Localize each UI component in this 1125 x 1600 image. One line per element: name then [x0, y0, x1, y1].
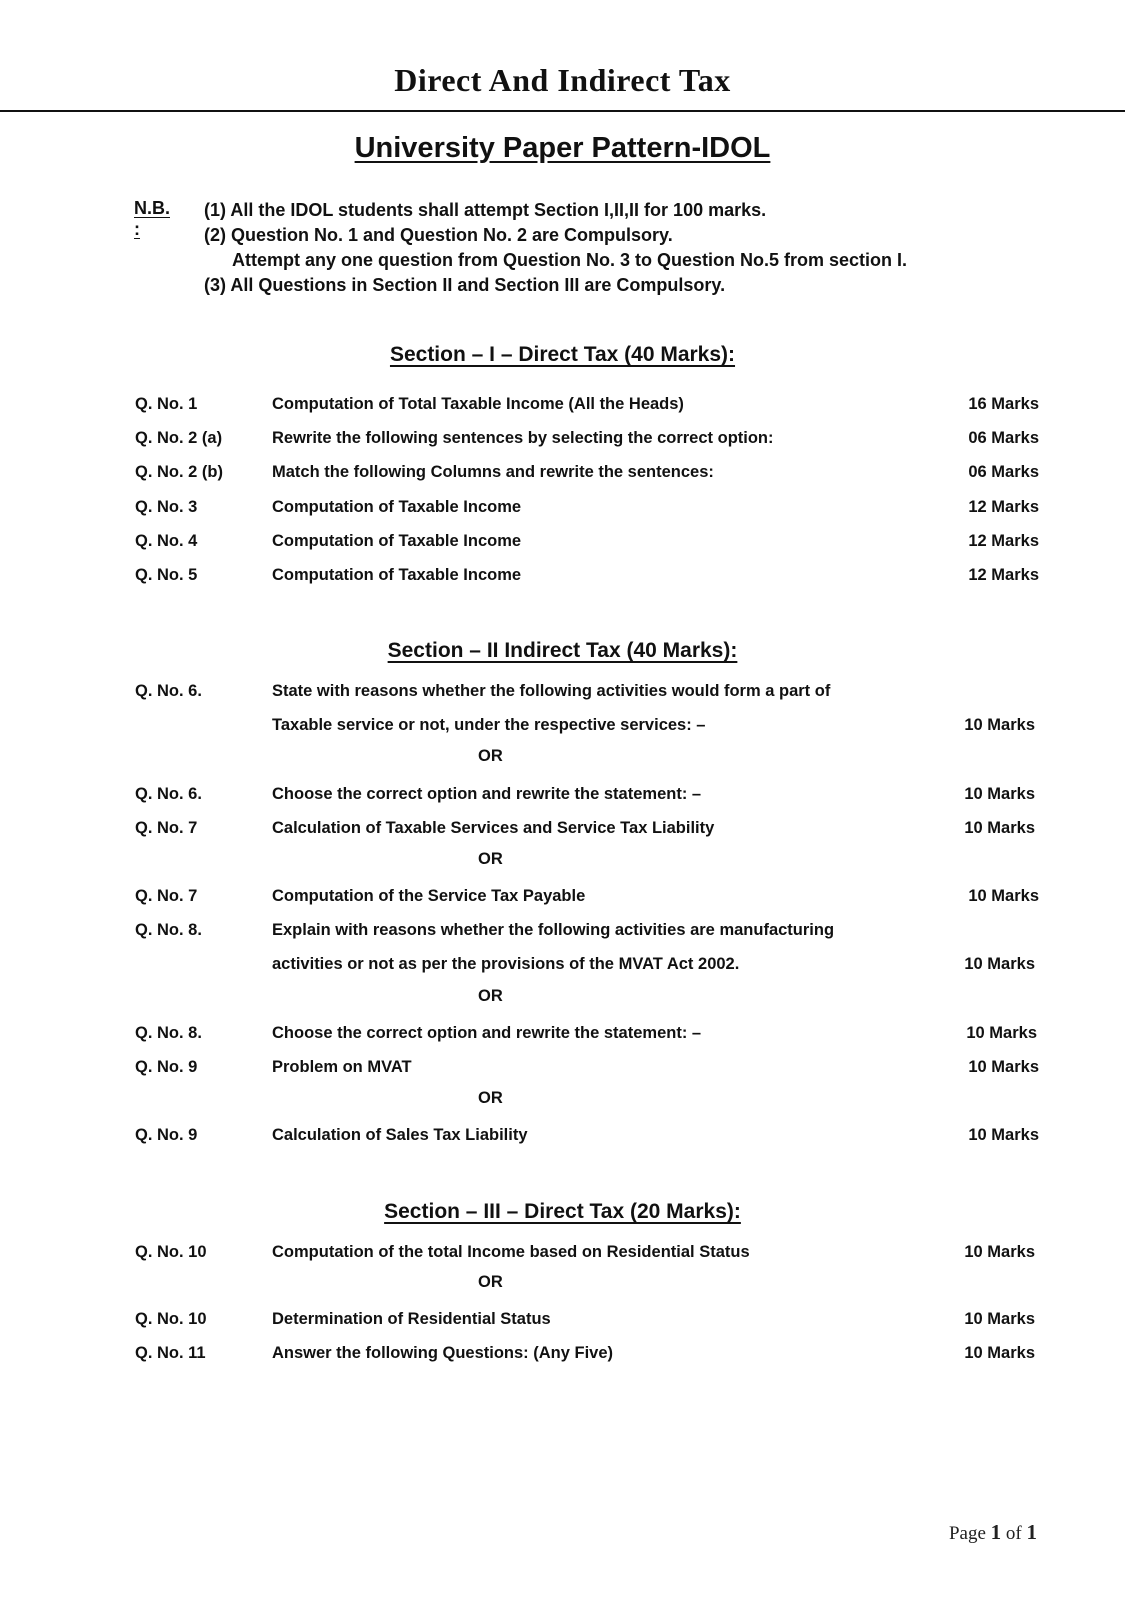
question-description: Answer the following Questions: (Any Five): [272, 1344, 614, 1362]
question-description: Computation of the total Income based on Residential Status: [272, 1243, 750, 1261]
section-heading-3: [0, 1200, 1125, 1224]
question-description: Computation of Taxable Income: [272, 532, 522, 550]
or-separator: OR: [478, 987, 503, 1005]
or-separator: OR: [478, 1273, 503, 1291]
section-heading-1: [0, 343, 1125, 367]
question-description: Computation of the Service Tax Payable: [272, 887, 586, 905]
question-marks: 10 Marks: [968, 1058, 1039, 1076]
or-separator: OR: [478, 747, 503, 765]
question-marks: 10 Marks: [964, 716, 1035, 734]
question-row: [0, 1341, 1125, 1365]
question-marks: 10 Marks: [968, 1126, 1039, 1144]
question-number: Q. No. 2 (b): [135, 463, 223, 481]
question-description: Computation of Total Taxable Income (All the Heads): [272, 395, 684, 413]
question-row: [0, 1021, 1125, 1045]
question-description: State with reasons whether the following activities would form a part of: [272, 682, 831, 700]
question-row: [0, 426, 1125, 450]
question-description: Computation of Taxable Income: [272, 566, 522, 584]
question-description: Calculation of Taxable Services and Service Tax Liability: [272, 819, 715, 837]
question-marks: 10 Marks: [966, 1024, 1037, 1042]
question-row: [0, 918, 1125, 942]
question-marks: 10 Marks: [968, 887, 1039, 905]
question-row: [0, 495, 1125, 519]
question-row-continued: [0, 713, 1125, 737]
question-description: Choose the correct option and rewrite the statement: –: [272, 785, 702, 803]
question-marks: 10 Marks: [964, 1243, 1035, 1261]
title-divider: [0, 110, 1125, 112]
question-row: [0, 679, 1125, 703]
question-marks: 12 Marks: [968, 532, 1039, 550]
or-separator: OR: [478, 1089, 503, 1107]
question-row: [0, 884, 1125, 908]
nb-line: (1) All the IDOL students shall attempt Section I,II,II for 100 marks.: [204, 200, 767, 220]
page-total: 1: [1026, 1520, 1037, 1544]
nb-line: (3) All Questions in Section II and Section III are Compulsory.: [204, 275, 726, 295]
question-row: [0, 1307, 1125, 1331]
question-description: Choose the correct option and rewrite the statement: –: [272, 1024, 702, 1042]
question-description: Problem on MVAT: [272, 1058, 412, 1076]
question-description: Calculation of Sales Tax Liability: [272, 1126, 528, 1144]
section-heading-text: Section – II Indirect Tax (40 Marks):: [387, 639, 738, 662]
question-row: [0, 563, 1125, 587]
question-number: Q. No. 9: [135, 1126, 198, 1144]
section-heading-2: [0, 639, 1125, 663]
nb-label: N.B. :: [134, 198, 170, 239]
question-marks: 16 Marks: [968, 395, 1039, 413]
question-number: Q. No. 8.: [135, 1024, 202, 1042]
question-marks: 10 Marks: [964, 1310, 1035, 1328]
question-number: Q. No. 9: [135, 1058, 198, 1076]
question-marks: 10 Marks: [964, 1344, 1035, 1362]
question-marks: 12 Marks: [968, 498, 1039, 516]
question-marks: 10 Marks: [964, 785, 1035, 803]
question-row: [0, 1123, 1125, 1147]
question-row: [0, 529, 1125, 553]
question-marks: 10 Marks: [964, 955, 1035, 973]
nb-line: (2) Question No. 1 and Question No. 2 are Compulsory.: [204, 225, 673, 245]
question-row-continued: [0, 952, 1125, 976]
question-marks: 06 Marks: [968, 429, 1039, 447]
question-description: activities or not as per the provisions of the MVAT Act 2002.: [272, 955, 740, 973]
question-number: Q. No. 10: [135, 1243, 207, 1261]
question-number: Q. No. 3: [135, 498, 198, 516]
page-subtitle: [0, 132, 1125, 165]
page-current: 1: [990, 1520, 1002, 1544]
question-row: [0, 460, 1125, 484]
document-title: Direct And Indirect Tax: [394, 62, 731, 98]
question-row: [0, 1240, 1125, 1264]
page-word: Page: [948, 1523, 986, 1544]
question-row: [0, 392, 1125, 416]
question-description: Computation of Taxable Income: [272, 498, 522, 516]
question-number: Q. No. 11: [135, 1344, 206, 1362]
question-number: Q. No. 6.: [135, 682, 202, 700]
question-row: [0, 782, 1125, 806]
question-row: [0, 816, 1125, 840]
question-description: Determination of Residential Status: [272, 1310, 551, 1328]
question-marks: 10 Marks: [964, 819, 1035, 837]
or-separator: OR: [478, 850, 503, 868]
question-number: Q. No. 2 (a): [135, 429, 223, 447]
section-heading-text: Section – III – Direct Tax (20 Marks):: [384, 1200, 741, 1223]
question-number: Q. No. 1: [135, 395, 198, 413]
question-marks: 06 Marks: [968, 463, 1039, 481]
question-number: Q. No. 6.: [135, 785, 202, 803]
section-heading-text: Section – I – Direct Tax (40 Marks):: [389, 343, 736, 366]
nb-lines: [204, 198, 1004, 298]
question-description: Taxable service or not, under the respective services: –: [272, 716, 706, 734]
question-number: Q. No. 4: [135, 532, 198, 550]
subtitle-text: University Paper Pattern-IDOL: [354, 132, 771, 164]
page-number: [949, 1520, 1037, 1545]
question-number: Q. No. 10: [135, 1310, 207, 1328]
question-description: Explain with reasons whether the following activities are manufacturing: [272, 921, 835, 939]
question-marks: 12 Marks: [968, 566, 1039, 584]
nb-line: Attempt any one question from Question No. 3 to Question No.5 from section I.: [232, 250, 908, 270]
question-description: Rewrite the following sentences by selecting the correct option:: [272, 429, 774, 447]
question-number: Q. No. 8.: [135, 921, 202, 939]
question-row: [0, 1055, 1125, 1079]
question-number: Q. No. 7: [135, 819, 198, 837]
question-description: Match the following Columns and rewrite the sentences:: [272, 463, 714, 481]
question-number: Q. No. 5: [135, 566, 198, 584]
question-number: Q. No. 7: [135, 887, 198, 905]
of-word: of: [1005, 1523, 1022, 1544]
